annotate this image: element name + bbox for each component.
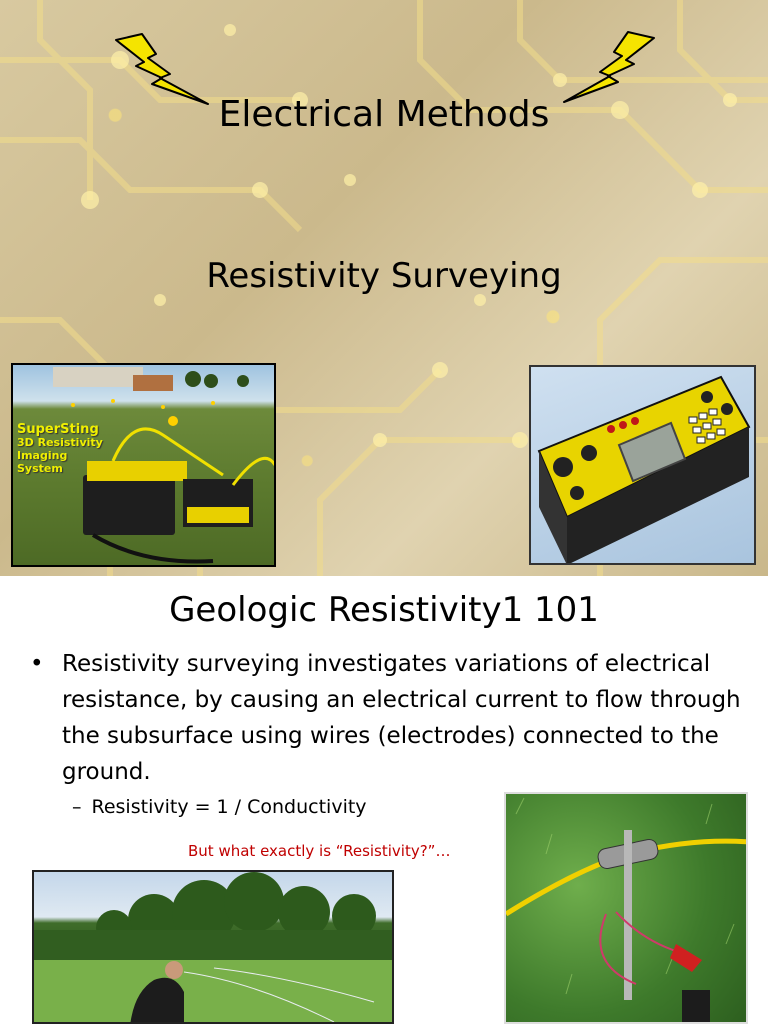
sub-bullet	[72, 796, 367, 818]
resistivity-meter-photo	[529, 365, 756, 565]
sub-bullet-text: Resistivity = 1 / Conductivity	[91, 796, 367, 818]
field-survey-photo	[11, 363, 276, 567]
bullet-marker: •	[30, 651, 44, 677]
bullet-text: Resistivity surveying investigates variations of electrical resistance, by causing an electrical current to flow through the subsurface using wires (electrodes) connected to the ground.	[62, 651, 741, 785]
electrode-in-grass-drawing	[506, 794, 748, 1024]
slide-title: Geologic Resistivity1 101	[169, 590, 599, 630]
photo-label-line: System	[17, 462, 63, 475]
electrode-in-grass-photo	[504, 792, 748, 1024]
slide-subtitle: Resistivity Surveying	[206, 256, 562, 296]
field-operator-drawing	[34, 872, 394, 1024]
photo-label	[17, 423, 103, 475]
photo-label-line: 3D Resistivity	[17, 436, 103, 449]
resistivity-meter-drawing	[531, 367, 756, 565]
sub-bullet-marker: –	[72, 796, 82, 818]
question-caption: But what exactly is “Resistivity?”…	[188, 842, 451, 860]
field-operator-photo	[32, 870, 394, 1024]
photo-label-line: Imaging	[17, 449, 68, 462]
photo-label-line: SuperSting	[17, 422, 99, 437]
slide-title: Electrical Methods	[218, 94, 550, 135]
